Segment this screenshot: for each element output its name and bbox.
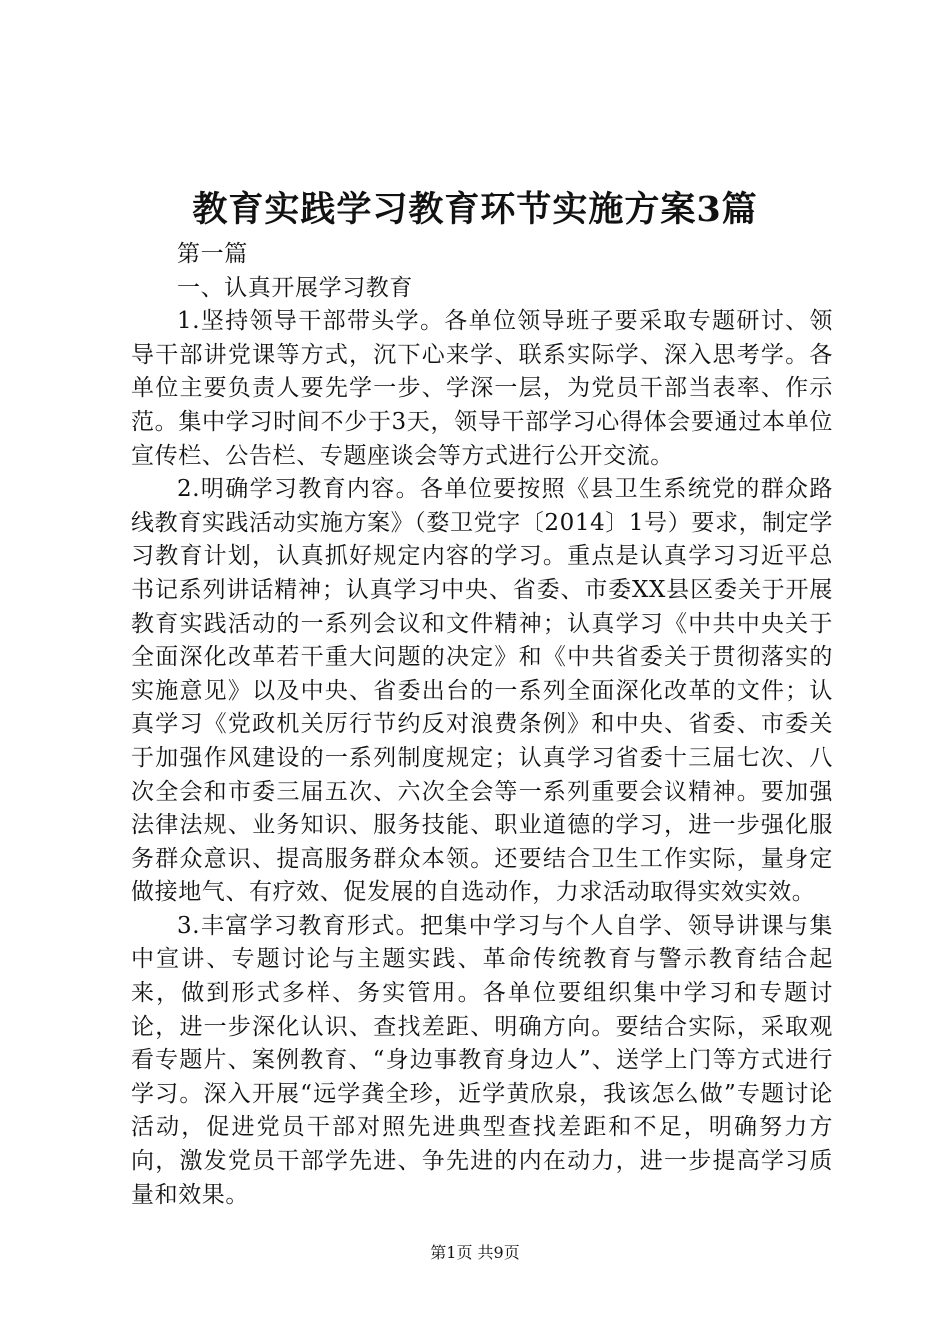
section-heading-part-one: 第一篇 xyxy=(177,241,248,267)
paragraph-item-3: 3.丰富学习教育形式。把集中学习与个人自学、领导讲课与集中宣讲、专题讨论与主题实践、革命传统教育与警示教育结合起来，做到形式多样、务实管用。各单位要组织集中学习和专题讨论，进一步深化认识、查找差距、明确方向。要结合实际，采取观看专题片、案例教育、“身边事教育身边人”、送学上门等方式进行学习。深入开展“远学龚全珍，近学黄欣泉，我该怎么做”专题讨论活动，促进党员干部对照先进典型查找差距和不足，明确努力方向，激发党员干部学先进、争先进的内在动力，进一步提高学习质量和效果。 xyxy=(131,912,833,1208)
page-number-footer: 第1页 共9页 xyxy=(430,1243,520,1262)
paragraph-item-1: 1.坚持领导干部带头学。各单位领导班子要采取专题研讨、领导干部讲党课等方式，沉下心来学、联系实际学、深入思考学。各单位主要负责人要先学一步、学深一层，为党员干部当表率、作示范。集中学习时间不少于3天，领导干部学习心得体会要通过本单位宣传栏、公告栏、专题座谈会等方式进行公开交流。 xyxy=(131,308,833,469)
document-body xyxy=(131,238,833,1212)
section-heading-study-education: 一、认真开展学习教育 xyxy=(177,274,413,301)
paragraph-item-2: 2.明确学习教育内容。各单位要按照《县卫生系统党的群众路线教育实践活动实施方案》（婺卫党字〔2014〕1号）要求，制定学习教育计划，认真抓好规定内容的学习。重点是认真学习习近平总书记系列讲话精神；认真学习中央、省委、市委XX县区委关于开展教育实践活动的一系列会议和文件精神；认真学习《中共中央关于全面深化改革若干重大问题的决定》和《中共省委关于贯彻落实的实施意见》以及中央、省委出台的一系列全面深化改革的文件；认真学习《党政机关厉行节约反对浪费条例》和中央、省委、市委关于加强作风建设的一系列制度规定；认真学习省委十三届七次、八次全会和市委三届五次、六次全会等一系列重要会议精神。要加强法律法规、业务知识、服务技能、职业道德的学习，进一步强化服务群众意识、提高服务群众本领。还要结合卫生工作实际，量身定做接地气、有疗效、促发展的自选动作，力求活动取得实效实效。 xyxy=(131,476,833,906)
document-title: 教育实践学习教育环节实施方案3篇 xyxy=(192,189,758,230)
